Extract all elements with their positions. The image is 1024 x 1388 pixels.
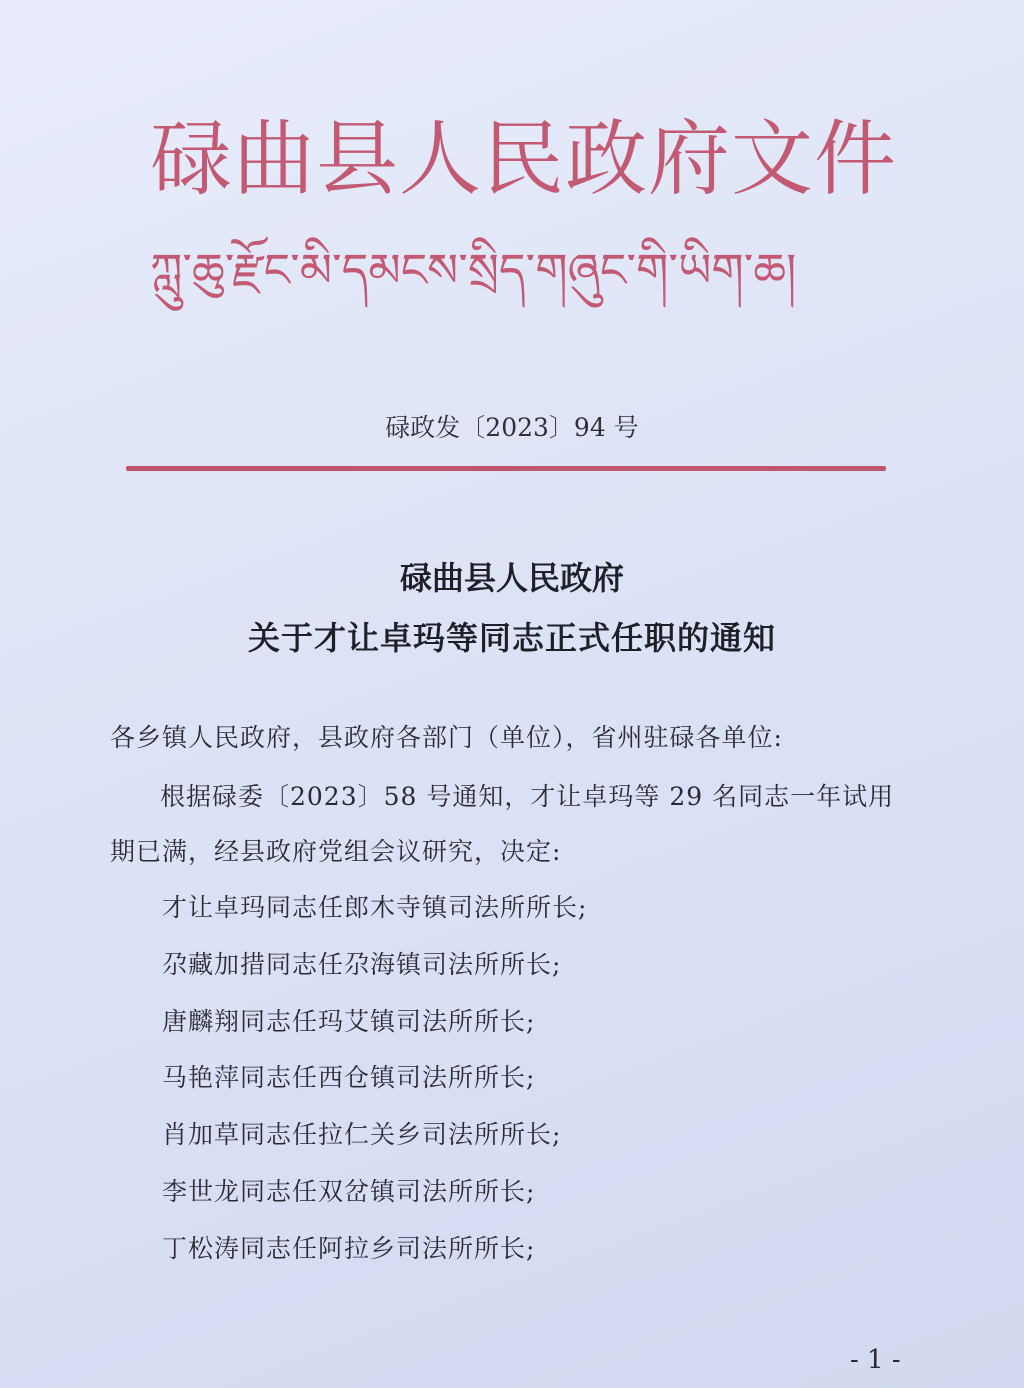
paragraph-line: 根据碌委〔2023〕58 号通知，才让卓玛等 29 名同志一年试用 bbox=[160, 782, 895, 811]
notice-title-line2: 关于才让卓玛等同志正式任职的通知 bbox=[247, 619, 776, 657]
appointment-item: 肖加草同志任拉仁关乡司法所所长; bbox=[162, 1120, 562, 1150]
notice-title-line1: 碌曲县人民政府 bbox=[399, 559, 624, 597]
appointment-item: 丁松涛同志任阿拉乡司法所所长; bbox=[162, 1233, 536, 1263]
appointment-item: 马艳萍同志任西仓镇司法所所长; bbox=[162, 1063, 536, 1093]
addressee: 各乡镇人民政府，县政府各部门（单位），省州驻碌各单位: bbox=[110, 723, 783, 752]
appointment-item: 李世龙同志任双岔镇司法所所长; bbox=[162, 1176, 536, 1206]
appointment-item: 唐麟翔同志任玛艾镇司法所所长; bbox=[162, 1006, 536, 1036]
page-number: - 1 - bbox=[850, 1345, 901, 1375]
appointment-item: 尕藏加措同志任尕海镇司法所所长; bbox=[162, 949, 562, 979]
document-header-tibetan: ཀླུ་ཆུ་རྫོང་མི་དམངས་སྲིད་གཞུང་གི་ཡིག་ཆ། bbox=[150, 243, 797, 297]
document-number: 碌政发〔2023〕94 号 bbox=[385, 413, 639, 442]
appointment-item: 才让卓玛同志任郎木寺镇司法所所长; bbox=[162, 893, 588, 922]
red-divider-line bbox=[126, 466, 886, 471]
document-header-title: 碌曲县人民政府文件 bbox=[150, 112, 898, 207]
appointment-list bbox=[162, 888, 587, 1286]
paragraph-line: 期已满，经县政府党组会议研究，决定: bbox=[110, 837, 562, 866]
